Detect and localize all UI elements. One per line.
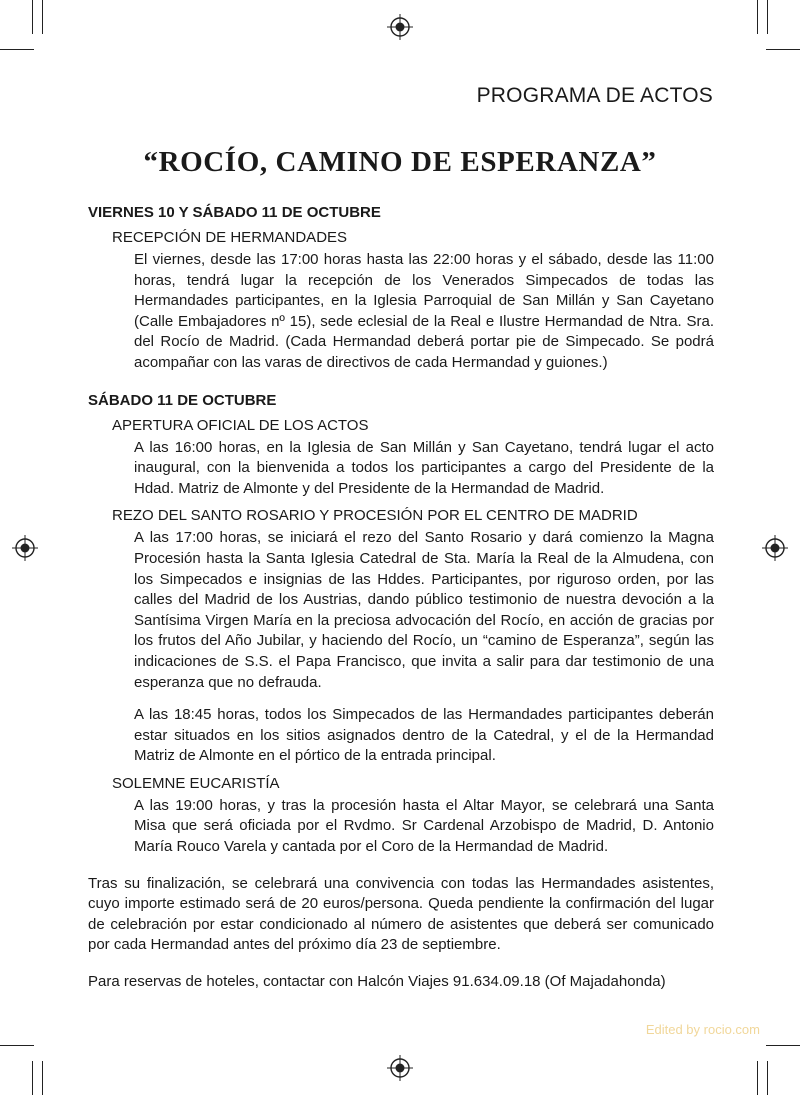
event-title: SOLEMNE EUCARISTÍA (112, 774, 280, 792)
crop-mark (767, 1061, 768, 1095)
watermark: Edited by rocio.com (645, 1022, 760, 1037)
event-paragraph: A las 17:00 horas, se iniciará el rezo del Santo Rosario y dará comienzo la Magna Procesión hasta la Santa Iglesia Catedral de Sta. María la Real de la Almudena, con los Simpecados e insignias de las Hddes. Participantes, por riguroso orden, por las calles del Madrid de los Austrias, dando público testimonio de nuestra devoción a la Santísima Virgen María en la preciosa advocación del Rocío, en acción de gracias por los frutos del Año Jubilar, y haciendo del Rocío, un “camino de Esperanza”, según las indicaciones de S.S. el Papa Francisco, que invita a salir para dar testimonio de una esperanza que no defrauda. (134, 529, 714, 691)
registration-mark-icon (762, 535, 788, 561)
crop-mark (32, 0, 33, 34)
crop-mark (767, 0, 768, 34)
crop-mark (32, 1061, 33, 1095)
registration-mark-icon (387, 14, 413, 40)
event-title: RECEPCIÓN DE HERMANDADES (112, 229, 348, 246)
crop-mark (766, 1045, 800, 1046)
section-header: PROGRAMA DE ACTOS (476, 84, 713, 107)
hotels-note: Para reservas de hoteles, contactar con Halcón Viajes 91.634.09.18 (Of Majadahonda) (88, 973, 666, 991)
event-title: REZO DEL SANTO ROSARIO Y PROCESIÓN POR EL CENTRO DE MADRID (112, 507, 638, 525)
event-paragraph: A las 19:00 horas, y tras la procesión hasta el Altar Mayor, se celebrará una Santa Misa que será oficiada por el Rvdmo. Sr Cardenal Arzobispo de Madrid, D. Antonio María Rouco Varela y cantada por el Coro de la Hermandad de Madrid. (134, 796, 714, 856)
crop-mark (757, 1061, 758, 1095)
crop-mark (42, 0, 43, 34)
event-paragraph: A las 18:45 horas, todos los Simpecados de las Hermandades participantes deberán estar situados en los sitios asignados dentro de la Catedral, y el de la Hermandad Matriz de Almonte en el pórtico de la entrada principal. (134, 706, 714, 765)
day-heading: SÁBADO 11 DE OCTUBRE (88, 391, 277, 409)
crop-mark (0, 49, 34, 50)
crop-mark (42, 1061, 43, 1095)
closing-paragraph: Tras su finalización, se celebrará una convivencia con todas las Hermandades asistentes, cuyo importe estimado será de 20 euros/persona. Queda pendiente la confirmación del lugar de celebración por estar condicionado al número de asistentes que deberá ser comunicado por cada Hermandad antes del próximo día 23 de septiembre. (88, 874, 714, 954)
registration-mark-icon (387, 1055, 413, 1081)
event-paragraph: El viernes, desde las 17:00 horas hasta las 22:00 horas y el sábado, desde las 11:00 horas, tendrá lugar la recepción de los Venerados Simpecados de todas las Hermandades participantes, en la Iglesia Parroquial de San Millán y San Cayetano (Calle Embajadores nº 15), sede eclesial de la Real e Ilustre Hermandad de Ntra. Sra. del Rocío de Madrid. (Cada Hermandad deberá portar pie de Simpecado. Se podrá acompañar con las varas de directivos de cada Hermandad y guiones.) (134, 251, 714, 371)
crop-mark (757, 0, 758, 34)
crop-mark (766, 49, 800, 50)
page-title: “ROCÍO, CAMINO DE ESPERANZA” (143, 146, 657, 178)
program-content (88, 204, 714, 993)
registration-mark-icon (12, 535, 38, 561)
event-title: APERTURA OFICIAL DE LOS ACTOS (112, 416, 369, 434)
day-heading: VIERNES 10 Y SÁBADO 11 DE OCTUBRE (88, 204, 381, 221)
event-paragraph: A las 16:00 horas, en la Iglesia de San Millán y San Cayetano, tendrá lugar el acto inaugural, con la bienvenida a todos los participantes a cargo del Presidente de la Hdad. Matriz de Almonte y del Presidente de la Hermandad de Madrid. (134, 438, 714, 497)
crop-mark (0, 1045, 34, 1046)
